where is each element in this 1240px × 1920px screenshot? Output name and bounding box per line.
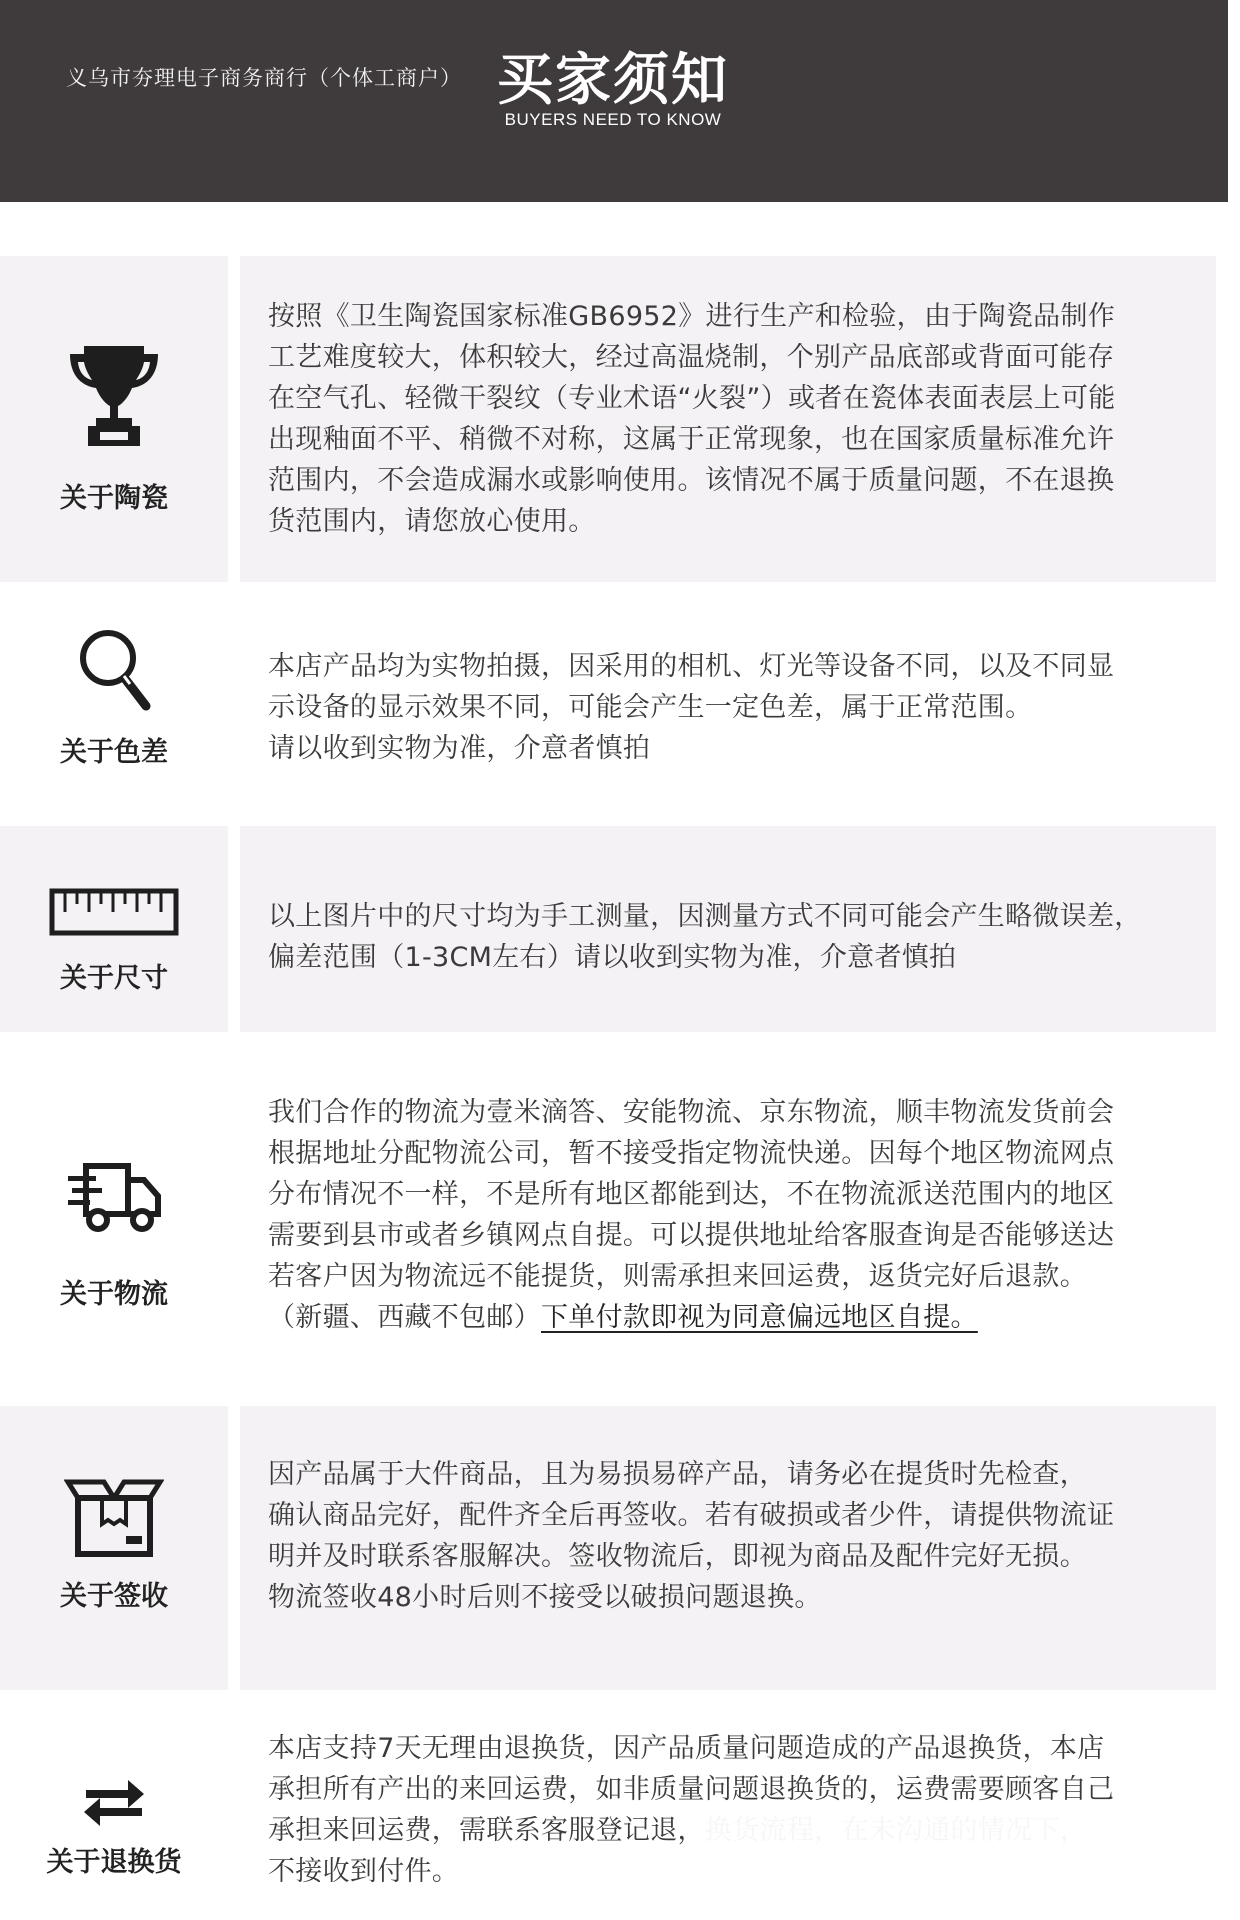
section-size (0, 826, 1240, 1032)
section-label-panel (0, 600, 228, 810)
body-line (268, 1810, 1208, 1851)
body-line: 明并及时联系客服解决。签收物流后，即视为商品及配件完好无损。 (268, 1541, 1087, 1572)
ruler-icon (49, 888, 179, 936)
body-line: 承担所有产出的来回运费，如非质量问题退换货的，运费需要顾客自己 (268, 1774, 1115, 1805)
magnifier-icon (74, 624, 154, 714)
section-label: 关于陶瓷 (60, 483, 168, 514)
section-label-panel (0, 256, 228, 582)
body-line: 不接收到付件。 (268, 1856, 460, 1887)
body-line (268, 1297, 1208, 1338)
body-line: 物流签收48小时后则不接受以破损问题退换。 (268, 1582, 822, 1613)
body-line: 偏差范围（1-3CM左右）请以收到实物为准，介意者慎拍 (268, 942, 957, 973)
section-label: 关于退换货 (46, 1847, 182, 1878)
body-text: （新疆、西藏不包邮） (268, 1302, 541, 1333)
section-body (268, 296, 1208, 542)
body-line: 需要到县市或者乡镇网点自提。可以提供地址给客服查询是否能够送达 (268, 1220, 1115, 1251)
faint-text: 换货流程，在未沟通的情况下， (704, 1815, 1088, 1846)
section-body (268, 1454, 1208, 1618)
section-color-difference (0, 600, 1240, 810)
section-body (268, 646, 1208, 769)
section-label-panel (0, 1706, 228, 1920)
body-line: 请以收到实物为准，介意者慎拍 (268, 733, 651, 764)
section-body (268, 896, 1208, 978)
body-line: 我们合作的物流为壹米滴答、安能物流、京东物流，顺丰物流发货前会 (268, 1097, 1115, 1128)
section-body (268, 1728, 1208, 1892)
section-label: 关于色差 (60, 737, 168, 768)
section-label: 关于签收 (60, 1581, 168, 1612)
header-banner (0, 0, 1228, 202)
section-receipt (0, 1406, 1240, 1690)
body-line: 本店支持7天无理由退换货，因产品质量问题造成的产品退换货，本店 (268, 1733, 1105, 1764)
body-line: 因产品属于大件商品，且为易损易碎产品，请务必在提货时先检查， (268, 1459, 1087, 1490)
exchange-arrows-icon (82, 1778, 146, 1828)
section-label-panel (0, 826, 228, 1032)
body-line: 在空气孔、轻微干裂纹（专业术语“火裂”）或者在瓷体表面表层上可能 (268, 383, 1116, 414)
underlined-notice: 下单付款即视为同意偏远地区自提。 (541, 1302, 978, 1333)
delivery-truck-icon (64, 1158, 164, 1238)
body-line: 货范围内，请您放心使用。 (268, 506, 596, 537)
body-line: 按照《卫生陶瓷国家标准GB6952》进行生产和检验，由于陶瓷品制作 (268, 301, 1116, 332)
body-text: 承担来回运费，需联系客服登记退， (268, 1815, 705, 1846)
body-line: 范围内，不会造成漏水或影响使用。该情况不属于质量问题，不在退换 (268, 465, 1115, 496)
section-label-panel (0, 1050, 228, 1390)
page-subtitle: BUYERS NEED TO KNOW (504, 110, 722, 129)
page-title: 买家须知 (497, 48, 729, 113)
body-line: 根据地址分配物流公司，暂不接受指定物流快递。因每个地区物流网点 (268, 1138, 1115, 1169)
body-line: 工艺难度较大，体积较大，经过高温烧制，个别产品底部或背面可能存 (268, 342, 1115, 373)
package-box-icon (64, 1474, 164, 1560)
body-line: 确认商品完好，配件齐全后再签收。若有破损或者少件，请提供物流证 (268, 1500, 1115, 1531)
section-label: 关于物流 (60, 1279, 168, 1310)
body-line: 若客户因为物流远不能提货，则需承担来回运费，返货完好后退款。 (268, 1261, 1087, 1292)
section-returns (0, 1706, 1240, 1920)
section-ceramics (0, 256, 1240, 582)
body-line: 以上图片中的尺寸均为手工测量，因测量方式不同可能会产生略微误差， (268, 901, 1142, 932)
body-line: 本店产品均为实物拍摄，因采用的相机、灯光等设备不同，以及不同显 (268, 651, 1115, 682)
section-body (268, 1092, 1208, 1338)
trophy-icon (66, 340, 162, 450)
body-line: 示设备的显示效果不同，可能会产生一定色差，属于正常范围。 (268, 692, 1033, 723)
section-logistics (0, 1050, 1240, 1390)
shop-name: 义乌市夯理电子商务商行（个体工商户） (66, 66, 462, 90)
section-label-panel (0, 1406, 228, 1690)
section-label: 关于尺寸 (60, 963, 168, 994)
body-line: 出现釉面不平、稍微不对称，这属于正常现象，也在国家质量标准允许 (268, 424, 1115, 455)
body-line: 分布情况不一样，不是所有地区都能到达，不在物流派送范围内的地区 (268, 1179, 1115, 1210)
